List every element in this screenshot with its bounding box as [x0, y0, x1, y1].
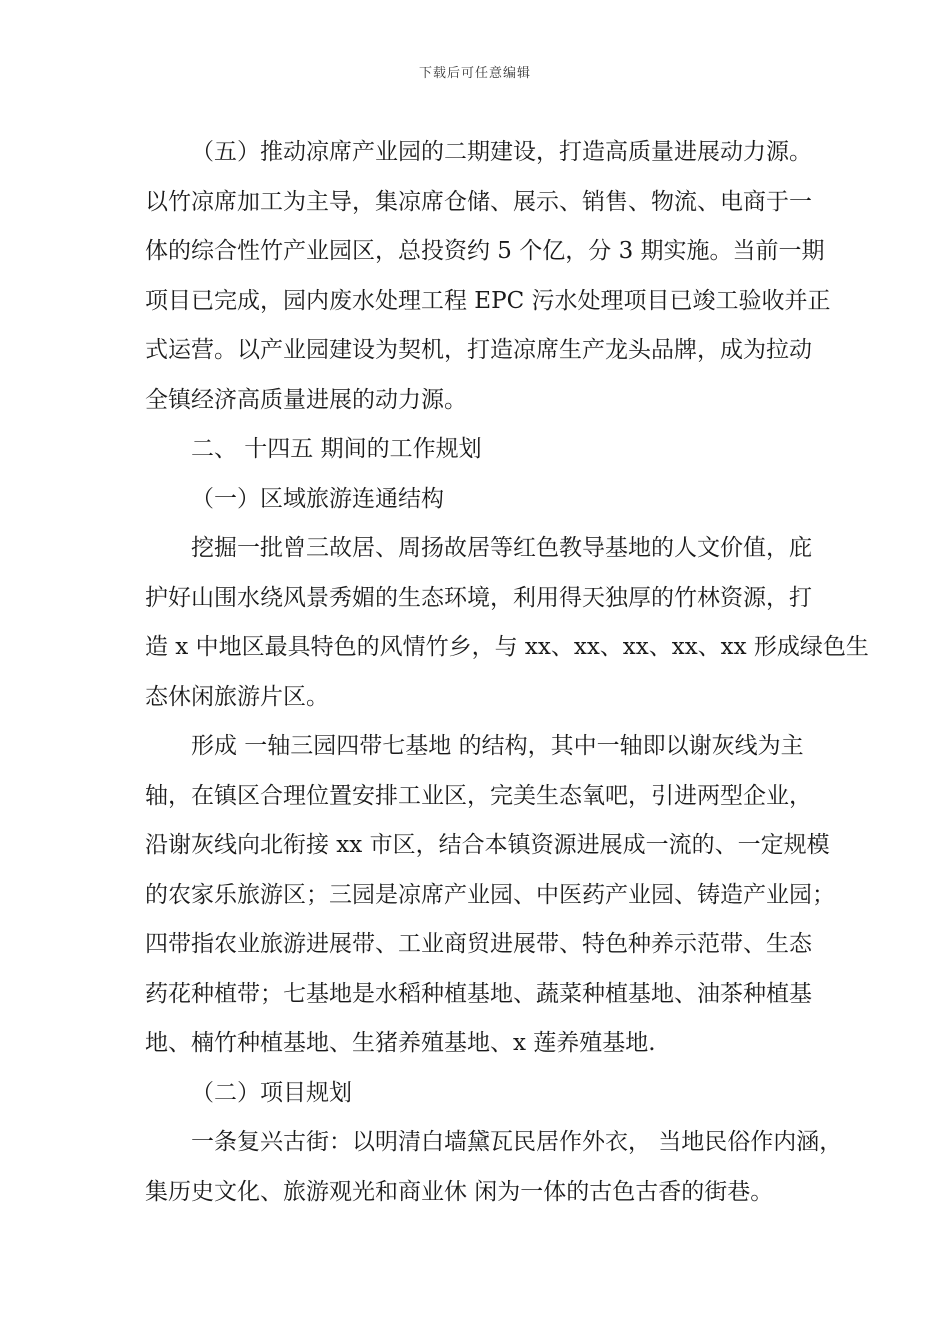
paragraph-line: 全镇经济高质量进展的动力源。	[145, 386, 467, 413]
page-header: 下载后可任意编辑	[418, 66, 531, 81]
paragraph-line: 态休闲旅游片区。	[145, 683, 329, 710]
paragraph-line: 造 x 中地区最具特色的风情竹乡，与 xx、xx、xx、xx、xx 形成绿色生	[145, 634, 869, 660]
paragraph-line: 以竹凉席加工为主导，集凉席仓储、展示、销售、物流、电商于一	[145, 188, 812, 215]
paragraph-line: 沿谢灰线向北衔接 xx 市区，结合本镇资源进展成一流的、一定规模	[145, 832, 830, 858]
subsection-heading-2: （二）项目规划	[191, 1079, 352, 1106]
paragraph-line: 轴，在镇区合理位置安排工业区，完美生态氧吧，引进两型企业，	[145, 782, 812, 809]
paragraph-line: 药花种植带；七基地是水稻种植基地、蔬菜种植基地、油茶种植基	[145, 980, 812, 1007]
subsection-heading-1: （一）区域旅游连通结构	[191, 485, 444, 512]
paragraph-line: 集历史文化、旅游观光和商业休 闲为一体的古色古香的街巷。	[145, 1178, 774, 1205]
paragraph-line: 式运营。以产业园建设为契机，打造凉席生产龙头品牌，成为拉动	[145, 337, 812, 363]
document-body	[145, 128, 869, 1217]
paragraph-line: 四带指农业旅游进展带、工业商贸进展带、特色种养示范带、生态	[145, 931, 812, 957]
section-heading-2: 二、 十四五 期间的工作规划	[191, 436, 482, 462]
paragraph-line: 体的综合性竹产业园区，总投资约 5 个亿，分 3 期实施。当前一期	[145, 238, 825, 264]
paragraph-line: 护好山围水绕风景秀媚的生态环境，利用得天独厚的竹林资源，打	[145, 584, 812, 611]
paragraph-line: 形成 一轴三园四带七基地 的结构，其中一轴即以谢灰线为主	[191, 733, 804, 759]
paragraph-line: 挖掘一批曾三故居、周扬故居等红色教导基地的人文价值，庇	[191, 535, 812, 561]
paragraph-line: 地、楠竹种植基地、生猪养殖基地、x 莲养殖基地.	[145, 1030, 656, 1056]
paragraph-line: 的农家乐旅游区；三园是凉席产业园、中医药产业园、铸造产业园；	[145, 881, 835, 908]
paragraph-line: 一条复兴古街：以明清白墙黛瓦民居作外衣， 当地民俗作内涵，	[191, 1129, 843, 1155]
paragraph-line: 项目已完成，园内废水处理工程 EPC 污水处理项目已竣工验收并正	[145, 287, 831, 314]
paragraph-line-section-5-heading: （五）推动凉席产业园的二期建设，打造高质量进展动力源。	[191, 139, 812, 165]
